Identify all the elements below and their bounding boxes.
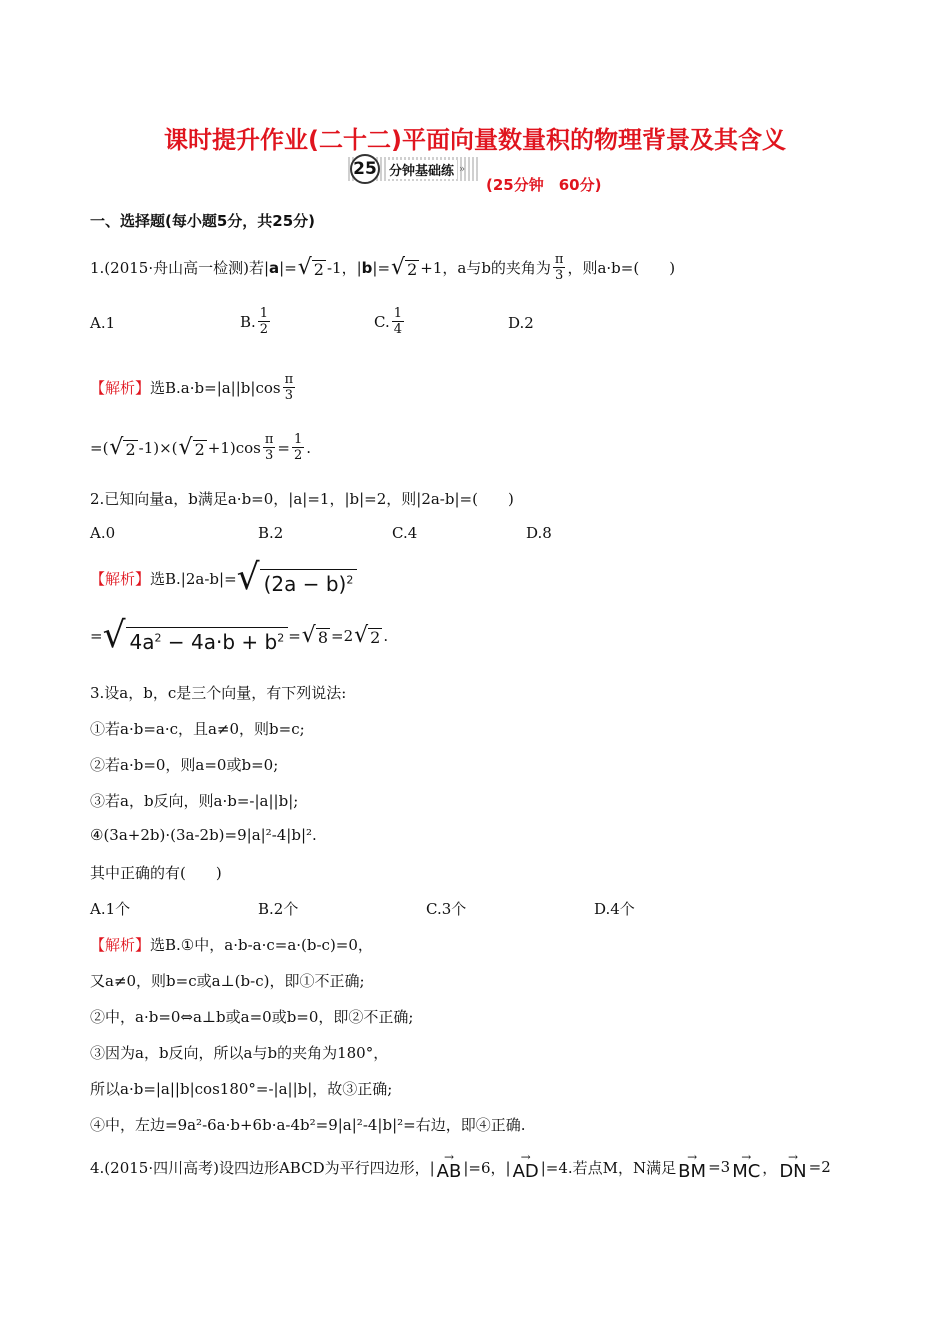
q1-stem-b: |= (279, 258, 297, 277)
q1-ans2-b: -1)×( (138, 438, 178, 457)
q4-vec-bm: → BM (678, 1150, 707, 1182)
question-1 (90, 252, 675, 283)
q3-item-4: ④(3a+2b)·(3a-2b)=9|a|²-4|b|². (90, 826, 317, 844)
q3-answer-2: 又a≠0，则b=c或a⊥(b-c)，即①不正确; (90, 972, 365, 990)
question-3: 3.设a，b，c是三个向量，有下列说法: (90, 684, 347, 702)
q3-option-d[interactable]: D.4个 (594, 900, 635, 918)
q2-ans2-eq2: = (288, 627, 301, 645)
q1-ans2-d: = (277, 438, 290, 457)
q4-stem-a: 4.(2015·四川高考)设四边形ABCD为平行四边形，| (90, 1158, 435, 1177)
q1-sqrt-2: √ 2 (297, 254, 324, 280)
q1-stem-d: a与b的夹角为 (457, 259, 551, 277)
q1-ans2-half: $\frac{1}{2}$ (293, 432, 303, 463)
q1-ans2-sqrt2: √ 2 (178, 434, 205, 460)
q1-stem-c: |= (372, 258, 391, 277)
q3-ask: 其中正确的有( ) (90, 864, 222, 882)
q2-ans2-end: . (383, 627, 389, 645)
q1-ans2-e: . (306, 438, 312, 457)
q3-option-b[interactable]: B.2个 (258, 900, 299, 918)
q3-option-c[interactable]: C.3个 (426, 900, 467, 918)
answer-tag: 【解析】 (90, 379, 151, 397)
answer-tag: 【解析】 (90, 569, 151, 588)
q2-ans2-sqrt2: √ 2 (354, 623, 381, 648)
time-badge (350, 154, 465, 184)
q1-answer-1 (90, 372, 297, 403)
q1-option-b[interactable]: B. $\frac{1}{2}$ (240, 306, 269, 337)
q1-ans2-sqrt: √ 2 (109, 434, 136, 460)
section-heading: 一、选择题(每小题5分，共25分) (90, 212, 316, 230)
q1-ans-text: 选B.a·b=|a||b|cos (150, 379, 281, 397)
question-4 (90, 1152, 831, 1182)
q1-option-d[interactable]: D.2 (508, 314, 534, 332)
q3-ans-line: 选B.①中，a·b-a·c=a·(b-c)=0， (150, 936, 373, 954)
badge-text: 分钟基础练 (386, 160, 457, 179)
q2-ans-sqrt: √ $(2a - b)^2$ (237, 560, 358, 596)
q2-ans2-eq3: =2 (331, 627, 354, 645)
q3-item-2: ②若a·b=0，则a=0或b=0; (90, 756, 279, 774)
q1-sqrt-2b: √ 2 (391, 254, 418, 280)
q1-ans-pi3: $\frac{\pi}{3}$ (284, 372, 294, 403)
q3-item-3: ③若a，b反向，则a·b=-|a||b|; (90, 792, 299, 810)
q1-option-c[interactable]: C. $\frac{1}{4}$ (374, 306, 402, 337)
q1-stem-a: 1.(2015·舟山高一检测)若| (90, 259, 270, 277)
q2-ans2-sqrt8: √ 8 (301, 623, 328, 648)
q2-option-d[interactable]: D.8 (526, 524, 552, 542)
q4-vec-dn: → DN (779, 1150, 807, 1182)
q4-eq3: =3 (708, 1158, 731, 1176)
q1-pi-over-3: $\frac{\pi}{3}$ (554, 252, 564, 283)
q2-ans2-eq: = (90, 627, 103, 645)
q1-stem-e: ，则a·b=( ) (567, 259, 676, 277)
q1-b: b (361, 258, 373, 277)
q2-option-c[interactable]: C.4 (392, 524, 418, 542)
q2-ans2-sqrt: √ $4a^2 - 4a\cdot b + b^2$ (103, 618, 289, 654)
q1-minus1: -1，| (326, 259, 362, 277)
q1-a: a (269, 258, 280, 277)
q3-answer-3: ②中，a·b=0⇔a⊥b或a=0或b=0，即②不正确; (90, 1008, 414, 1026)
q2-option-b[interactable]: B.2 (258, 524, 284, 542)
q1-ans2-c: +1)cos (207, 438, 261, 457)
question-2: 2.已知向量a，b满足a·b=0，|a|=1，|b|=2，则|2a-b|=( ) (90, 490, 514, 508)
q3-option-a[interactable]: A.1个 (90, 900, 131, 918)
q4-stem-c: |=4.若点M，N满足 (540, 1158, 677, 1177)
badge-number: 25 (350, 154, 380, 184)
q3-answer-5: 所以a·b=|a||b|cos180°=-|a||b|，故③正确; (90, 1080, 393, 1098)
q3-item-1: ①若a·b=a·c，且a≠0，则b=c; (90, 720, 305, 738)
q4-comma: ， (762, 1158, 778, 1177)
q4-eq2: =2 (808, 1158, 831, 1176)
q1-answer-2 (90, 432, 311, 463)
q1-ans2-a: =( (90, 438, 109, 457)
q4-vec-mc: → MC (732, 1150, 761, 1182)
q2-answer-2 (90, 615, 389, 656)
q3-answer-1 (90, 934, 373, 955)
q3-answer-6: ④中，左边=9a²-6a·b+6b·a-4b²=9|a|²-4|b|²=右边，即④正确. (90, 1116, 526, 1134)
q2-option-a[interactable]: A.0 (90, 524, 116, 542)
q4-vec-ab: → AB (436, 1150, 462, 1182)
q3-answer-4: ③因为a，b反向，所以a与b的夹角为180°， (90, 1044, 389, 1062)
q4-vec-ad: → AD (512, 1150, 539, 1182)
q4-stem-b: |=6，| (463, 1158, 511, 1177)
answer-tag: 【解析】 (90, 936, 151, 954)
chevron-right-icon: » (459, 163, 466, 175)
q2-answer-1 (90, 557, 357, 598)
page-title: 课时提升作业(二十二)平面向量数量积的物理背景及其含义 (164, 126, 786, 154)
q1-plus1: +1， (420, 259, 458, 277)
q1-option-a[interactable]: A.1 (90, 314, 116, 332)
q2-ans-text: 选B.|2a-b|= (150, 569, 237, 588)
q1-ans2-pi3: $\frac{\pi}{3}$ (264, 432, 274, 463)
timing-note: (25分钟 60分) (486, 176, 602, 194)
